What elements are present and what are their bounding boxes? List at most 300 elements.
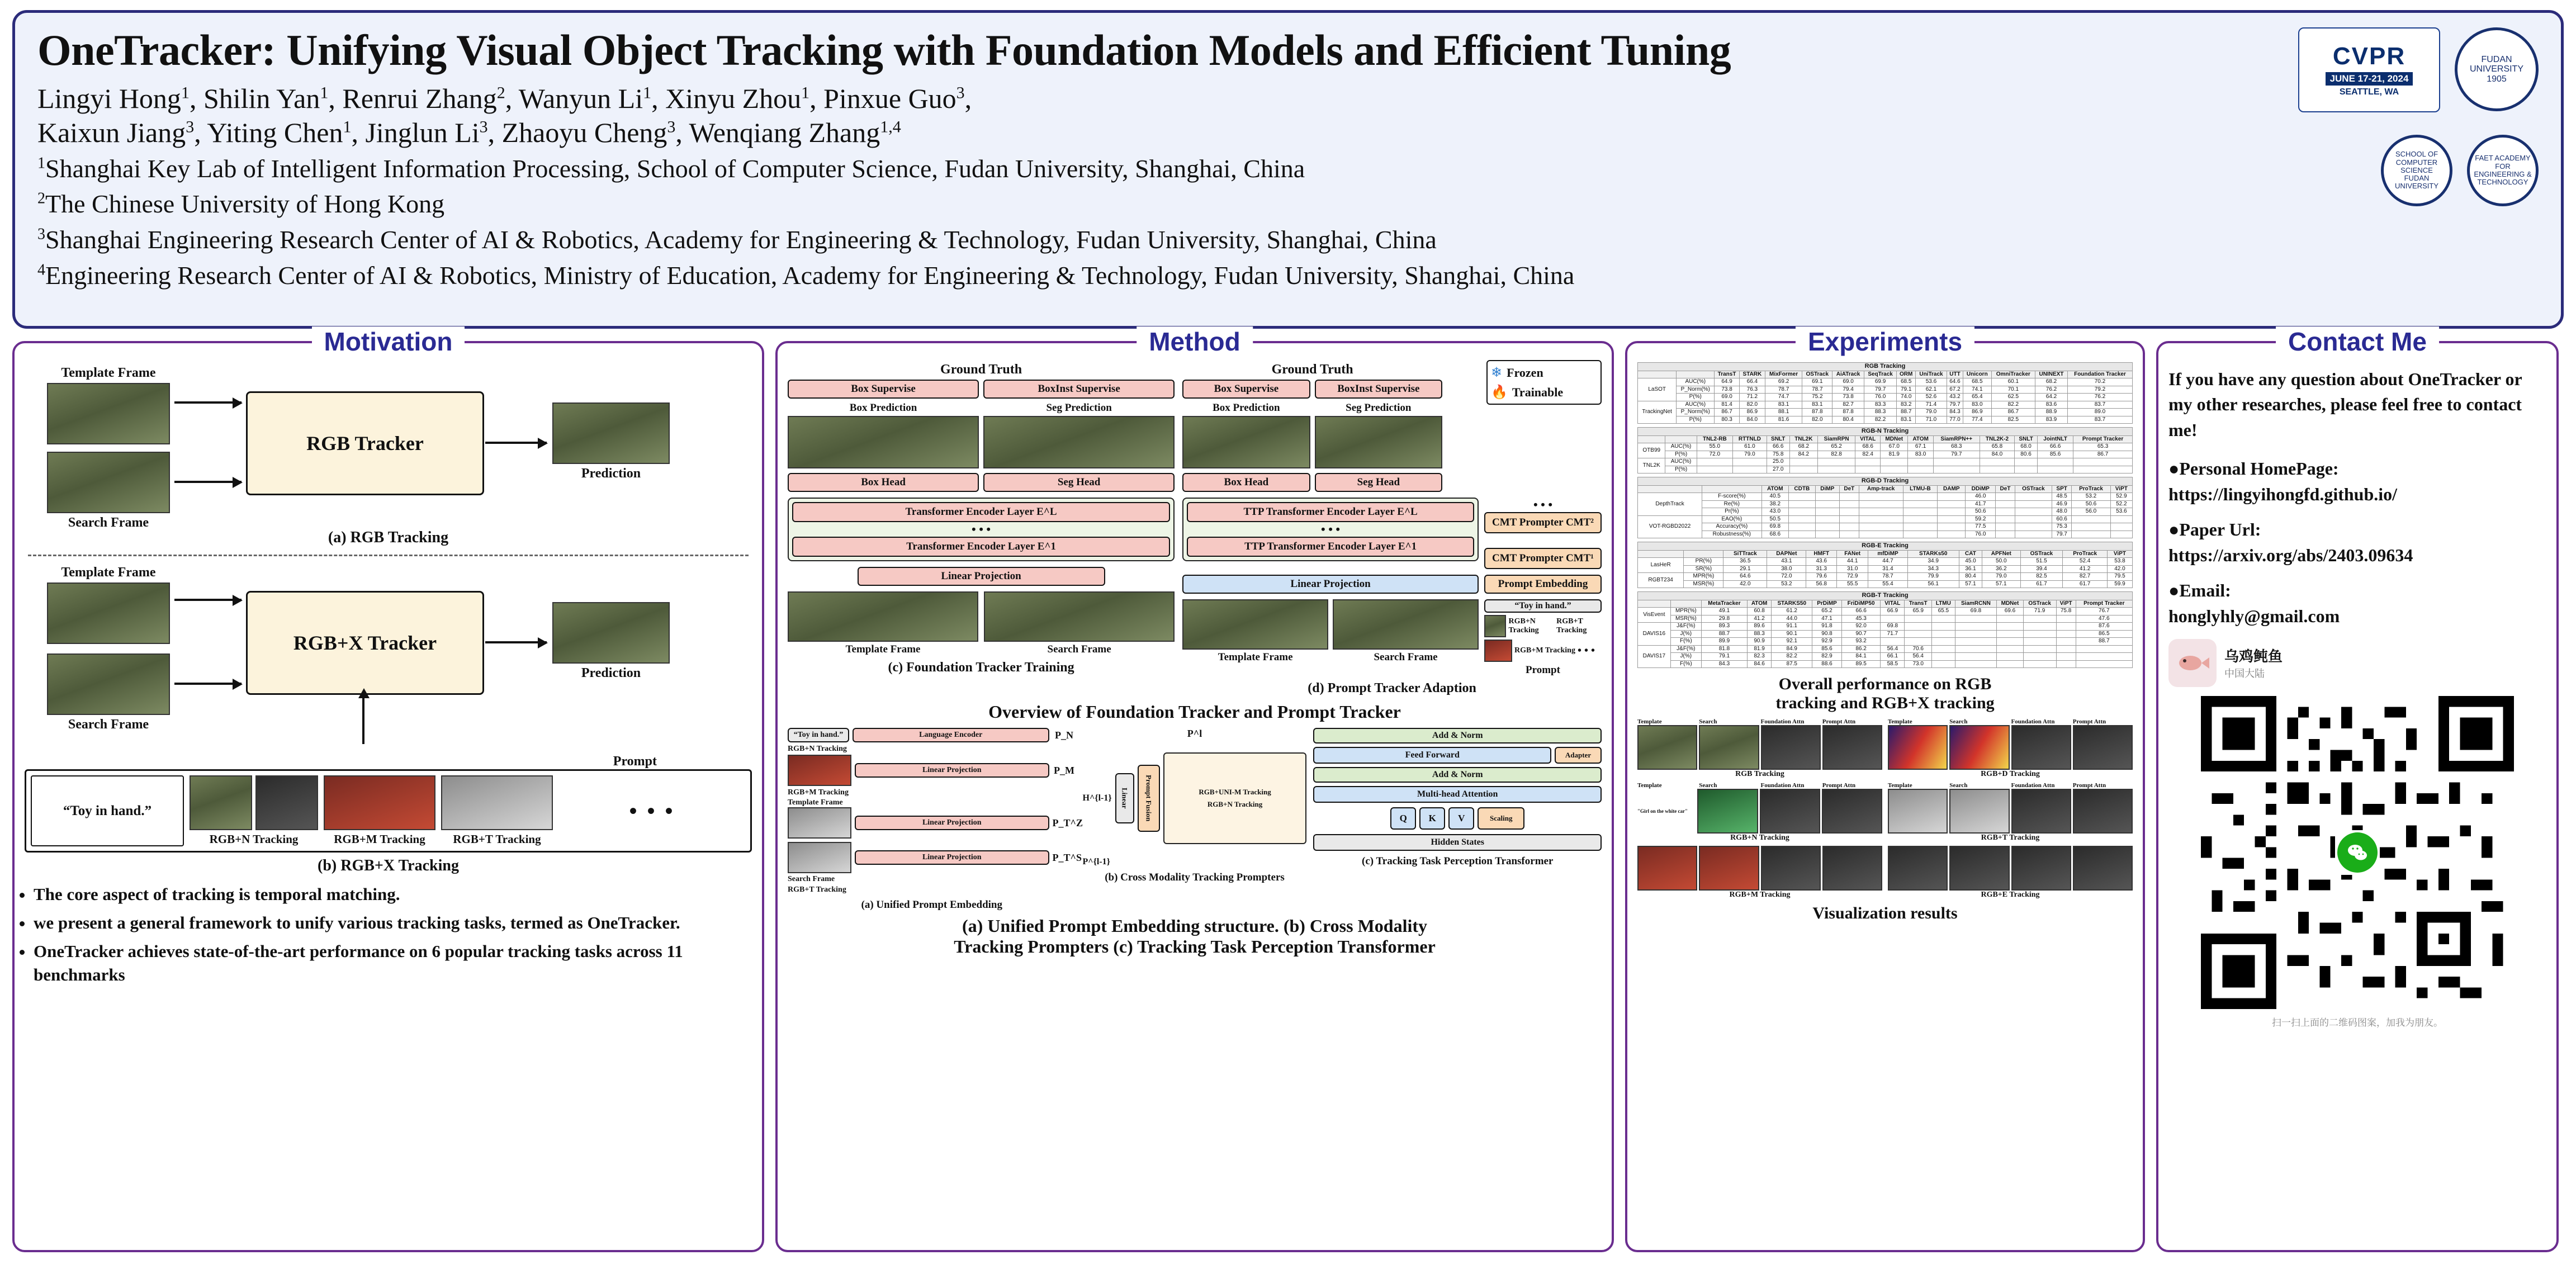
vis-label-prompt-attn: Prompt Attn — [1822, 782, 1856, 789]
cell: 79.9 — [1907, 573, 1959, 581]
box-head-d: Box Head — [1182, 473, 1310, 492]
prompt-label-d: Prompt — [1526, 664, 1560, 676]
cell: 65.2 — [1817, 443, 1855, 451]
row-dataset-visevent: VisEvent — [1638, 608, 1671, 623]
cell: 38.0 — [1767, 565, 1806, 573]
cell — [1932, 623, 1955, 631]
cell: 79.7 — [1933, 451, 1980, 458]
cell: 68.6 — [1855, 443, 1881, 451]
prompt-fusion-box: Prompt Fusion — [1138, 765, 1160, 832]
vis-caption-rgbd: RGB+D Tracking — [1981, 770, 2040, 779]
cell: 65.2 — [1812, 608, 1841, 615]
rgb-tracking-caption: (a) RGB Tracking — [328, 529, 449, 546]
cell: 88.3 — [1747, 630, 1771, 638]
cell — [1903, 523, 1938, 531]
cell — [1815, 508, 1839, 516]
col — [1638, 600, 1671, 608]
cell: 29.8 — [1701, 615, 1747, 623]
motivation-bullet-1: • The core aspect of tracking is temporal matching. — [34, 883, 752, 907]
cell — [1789, 515, 1816, 523]
upe-row-t2 — [788, 842, 1082, 873]
vis-img — [1822, 846, 1882, 891]
seg-prediction-image-c — [983, 416, 1175, 468]
table-header-row — [1638, 600, 2133, 608]
prompt-ellipsis: • • • — [629, 798, 675, 823]
seg-prediction-image-d — [1315, 416, 1442, 468]
cell: 42.0 — [1723, 580, 1767, 588]
author-line-1: Lingyi Hong$^1$, Shilin Yan$^1$, Renrui Zhang$^2$, Wanyun Li$^1$, Xinyu Zhou$^1$, Pinxue Guo$^3$, — [37, 82, 972, 114]
prompt-thumb-row-2 — [1484, 640, 1602, 662]
cell: 84.0 — [1980, 451, 2014, 458]
vis-label-prompt-attn: Prompt Attn — [2072, 782, 2106, 789]
cell: 64.6 — [1947, 378, 1963, 386]
p-lm1-label: P^{l-1} — [1082, 857, 1110, 866]
search-frame-label-b: Search Frame — [68, 717, 149, 732]
cell: 82.4 — [1855, 451, 1881, 458]
cell — [1859, 531, 1903, 538]
metric: F(%) — [1670, 660, 1701, 668]
cell: 75.8 — [2056, 608, 2076, 615]
supervise-row-d — [1182, 380, 1442, 399]
poster-columns — [12, 327, 2564, 1252]
cell: 76.2 — [2035, 386, 2068, 394]
cell — [2023, 623, 2056, 631]
cell — [1905, 623, 1932, 631]
fish-icon — [2175, 645, 2210, 681]
cell: 58.5 — [1881, 660, 1905, 668]
cell — [1815, 523, 1839, 531]
cell: 87.5 — [1772, 660, 1812, 668]
cmt-uni-modal-box — [1163, 752, 1307, 844]
col: Prompt Tracker — [2076, 600, 2132, 608]
cell: 69.0 — [1715, 394, 1740, 401]
boxinst-supervise-c: BoxInst Supervise — [983, 380, 1175, 399]
method-overview-caption: Overview of Foundation Tracker and Prompt Tracker — [988, 702, 1401, 722]
metric-pnorm: P_Norm(%) — [1677, 386, 1715, 394]
cell — [2076, 645, 2132, 653]
cell — [1997, 615, 2023, 623]
table-row — [1638, 493, 2133, 501]
paper-link[interactable]: https://arxiv.org/abs/2403.09634 — [2168, 544, 2413, 565]
linear-projection-c: Linear Projection — [858, 567, 1105, 586]
cell — [1996, 508, 2015, 516]
cell: 56.8 — [1806, 580, 1837, 588]
cell: 68.5 — [1963, 378, 1991, 386]
vis-img — [2073, 725, 2133, 770]
cell: 64.2 — [2035, 394, 2068, 401]
col: CAT — [1959, 550, 1982, 558]
vis-label-search: Search — [1699, 782, 1717, 789]
vis-caption-rgbm: RGB+M Tracking — [1729, 891, 1791, 899]
col: FriDiMP50 — [1841, 600, 1881, 608]
table-header-row — [1638, 435, 2133, 443]
cell — [1996, 531, 2015, 538]
cell: 60.8 — [1747, 608, 1771, 615]
cell: 82.2 — [1772, 653, 1812, 661]
vis-img — [1949, 846, 2009, 891]
contact-title: Contact Me — [2276, 326, 2439, 357]
col-blank-1 — [1638, 371, 1677, 378]
qr-center-logo — [2335, 830, 2380, 875]
vis-img — [2073, 789, 2133, 834]
cell: 76.3 — [1739, 386, 1765, 394]
cell: 59.2 — [1966, 515, 1996, 523]
cell: 64.6 — [1723, 573, 1767, 581]
cell — [1789, 458, 1817, 466]
vis-label-template: Template — [1637, 718, 1662, 726]
prompt-strip-label: Prompt — [613, 754, 657, 769]
cell: 88.9 — [2035, 409, 2068, 416]
email-address[interactable]: honglyhly@gmail.com — [2168, 605, 2340, 626]
col-stark: STARK — [1739, 371, 1765, 378]
col: MDNet — [1881, 435, 1908, 443]
cell: 83.2 — [1897, 401, 1916, 409]
results-table-rgbe — [1637, 542, 2133, 588]
cell: 31.4 — [1868, 565, 1907, 573]
cell — [1733, 458, 1767, 466]
metric: EAO(%) — [1702, 515, 1761, 523]
col: ViPT — [2056, 600, 2076, 608]
cell: 80.4 — [1832, 416, 1864, 424]
cell: 76.0 — [1966, 531, 1996, 538]
rgb-tracking-diagram — [25, 362, 752, 547]
row-dataset-rgbt234: RGBT234 — [1638, 573, 1684, 588]
upe-template-image — [788, 807, 851, 839]
cell: 79.0 — [1733, 451, 1767, 458]
prompt-item-rgbt — [441, 775, 553, 846]
contact-intro: If you have any question about OneTracker or my other researches, please feel free to contact me! — [2168, 369, 2522, 440]
metric: PR(%) — [1684, 558, 1723, 566]
cell: 60.1 — [1991, 378, 2035, 386]
paper-label: ●Paper Url: — [2168, 519, 2261, 540]
cell — [1903, 493, 1938, 501]
cell: 69.8 — [1881, 623, 1905, 631]
col: TNL2K-2 — [1980, 435, 2014, 443]
wechat-glyph-icon — [2345, 840, 2370, 865]
cell: 73.0 — [1905, 660, 1932, 668]
col: VITAL — [1855, 435, 1881, 443]
cell: 89.5 — [1841, 660, 1881, 668]
metric-pnorm-2: P_Norm(%) — [1677, 409, 1715, 416]
table-band-row — [1638, 477, 2133, 486]
cell: 43.0 — [1761, 508, 1789, 516]
cell: 65.9 — [1905, 608, 1932, 615]
cell: 82.2 — [1991, 401, 2035, 409]
vis-label-search: Search — [1949, 782, 1968, 789]
cell — [1955, 653, 1997, 661]
cross-modality-prompters — [1083, 728, 1307, 911]
cell — [2023, 660, 2056, 668]
cell: 34.9 — [1907, 558, 1959, 566]
col — [1684, 550, 1723, 558]
supervise-row-c — [788, 380, 1175, 399]
search-frame-image-d — [1333, 599, 1479, 650]
col: ViPT — [2110, 485, 2132, 493]
seg-prediction-group-c — [983, 402, 1175, 468]
school-cs-text: SCHOOL OF COMPUTER SCIENCE FUDAN UNIVERSITY — [2394, 150, 2438, 191]
cell — [2015, 508, 2052, 516]
metric: Accuracy(%) — [1702, 523, 1761, 531]
cell — [1932, 630, 1955, 638]
cell: 79.7 — [1947, 401, 1963, 409]
sub-a-caption: (a) Unified Prompt Embedding — [861, 899, 1002, 911]
vis-label-foundation-attn: Foundation Attn — [1760, 718, 1805, 726]
cell: 84.1 — [1841, 653, 1881, 661]
cell — [1938, 500, 1966, 508]
col-seqtrack: SeqTrack — [1864, 371, 1897, 378]
cell: 71.0 — [1915, 416, 1947, 424]
cell: 80.4 — [1959, 573, 1982, 581]
template-frame-group-b — [47, 565, 170, 644]
vis-img — [1822, 725, 1882, 770]
legend-box — [1486, 360, 1602, 405]
metric: AUC(%) — [1665, 458, 1697, 466]
vis-block-rgbd — [1888, 718, 2133, 779]
input-row-d — [1182, 599, 1602, 676]
cmt-inner-row — [1083, 740, 1307, 857]
ground-truth-label-c: Ground Truth — [940, 362, 1022, 377]
col: TNL2K — [1789, 435, 1817, 443]
cell: 66.1 — [1881, 653, 1905, 661]
vis-img — [1699, 846, 1759, 891]
cell: 90.8 — [1812, 630, 1841, 638]
cmt-stack — [1484, 498, 1602, 569]
cell: 48.0 — [2052, 508, 2071, 516]
add-norm-top: Add & Norm — [1313, 728, 1602, 744]
cell: 71.9 — [2023, 608, 2056, 615]
prompt-thumb-rgbn — [1484, 615, 1506, 637]
k-box: K — [1419, 807, 1445, 830]
sub-b-caption: (b) Cross Modality Tracking Prompters — [1105, 872, 1285, 883]
vis-labels-rgb — [1637, 718, 1882, 725]
method-top-row — [788, 362, 1602, 696]
cell: 82.5 — [2020, 573, 2063, 581]
cell — [1903, 500, 1938, 508]
motivation-title: Motivation — [312, 326, 465, 357]
cell — [1840, 531, 1859, 538]
ttp-transformer — [1313, 728, 1602, 911]
template-frame-image-d — [1182, 599, 1328, 650]
contact-panel — [2156, 327, 2559, 1252]
cell — [2015, 523, 2052, 531]
col — [1638, 485, 1702, 493]
cell: 83.9 — [2035, 416, 2068, 424]
cell — [1980, 458, 2014, 466]
multi-head-attention-box: Multi-head Attention — [1313, 786, 1602, 803]
cell: 43.2 — [1947, 394, 1963, 401]
vis-block-rgbn — [1637, 782, 1882, 842]
cell: 67.2 — [1947, 386, 1963, 394]
row-dataset-votrgbd: VOT-RGBD2022 — [1638, 515, 1702, 538]
vis-block-rgbe — [1888, 846, 2133, 899]
cell: 72.9 — [1836, 573, 1868, 581]
cell: 60.6 — [2052, 515, 2071, 523]
col — [1638, 435, 1665, 443]
cell: 69.2 — [1765, 378, 1802, 386]
cell — [1789, 493, 1816, 501]
cell: 53.2 — [2072, 493, 2110, 501]
metric: MSR(%) — [1670, 615, 1701, 623]
cell: 84.2 — [1789, 451, 1817, 458]
cell — [1908, 466, 1933, 473]
cell — [2023, 615, 2056, 623]
rgbx-tracking-caption: (b) RGB+X Tracking — [318, 857, 459, 874]
cell: 88.7 — [2076, 638, 2132, 646]
cell: 86.7 — [1715, 409, 1740, 416]
cell: 91.8 — [1812, 623, 1841, 631]
cell: 92.0 — [1841, 623, 1881, 631]
cell: 88.7 — [1897, 409, 1916, 416]
col: SiamRCNN — [1955, 600, 1997, 608]
col: SPT — [2052, 485, 2071, 493]
cmt-prompter-1: CMT Prompter CMT¹ — [1484, 548, 1602, 569]
cell — [2056, 630, 2076, 638]
prompt-item-rgbm — [324, 775, 435, 846]
table-row — [1638, 443, 2133, 451]
motivation-divider — [28, 555, 749, 556]
cell: 70.6 — [1905, 645, 1932, 653]
cell: 82.7 — [1832, 401, 1864, 409]
fudan-university-seal — [2455, 27, 2539, 111]
metric: MPR(%) — [1684, 573, 1723, 581]
faet-seal — [2467, 135, 2539, 206]
cell: 76.0 — [1864, 394, 1897, 401]
table-row — [1638, 580, 2133, 588]
col: FANet — [1836, 550, 1868, 558]
prompt-rgbn-img1 — [190, 775, 252, 830]
cell — [2076, 660, 2132, 668]
col — [1638, 550, 1684, 558]
vis-label-foundation-attn: Foundation Attn — [2011, 718, 2055, 726]
row-dataset-otb99: OTB99 — [1638, 443, 1665, 458]
table-row — [1638, 531, 2133, 538]
ground-truth-label-d: Ground Truth — [1271, 362, 1353, 377]
cell: 46.0 — [1966, 493, 1996, 501]
prompt-rgbm-label-d: RGB+M Tracking — [1514, 646, 1575, 655]
col: DAPNet — [1767, 550, 1806, 558]
col: HMFT — [1806, 550, 1837, 558]
vis-labels-rgbt — [1888, 782, 2133, 789]
add-norm-mid: Add & Norm — [1313, 767, 1602, 783]
upe-prompt-text: “Toy in hand.” — [788, 728, 849, 742]
cell — [1933, 466, 1980, 473]
experiments-panel — [1625, 327, 2145, 1252]
cell: 82.8 — [1817, 451, 1855, 458]
legend-trainable-label: Trainable — [1512, 385, 1564, 399]
prompt-strip-box — [25, 769, 752, 853]
cell — [2056, 660, 2076, 668]
cell — [1938, 493, 1966, 501]
rgbx-tracker-label: RGB+X Tracker — [293, 632, 437, 654]
cell: 92.9 — [1812, 638, 1841, 646]
cell: 76.2 — [2067, 394, 2132, 401]
cell: 72.0 — [1697, 451, 1732, 458]
col: STARKs50 — [1907, 550, 1959, 558]
table-row — [1638, 523, 2133, 531]
vis-labels-rgbn — [1637, 782, 1882, 789]
upe-rgbn-label: RGB+N Tracking — [788, 745, 847, 753]
cell: 69.0 — [1832, 378, 1864, 386]
table-row — [1638, 630, 2133, 638]
table-row — [1638, 409, 2133, 416]
cell: 36.1 — [1959, 565, 1982, 573]
cell — [1932, 645, 1955, 653]
cell — [1733, 466, 1767, 473]
upe-linear-projection-s: Linear Projection — [855, 850, 1049, 865]
col: DDiMP — [1966, 485, 1996, 493]
cell: 65.5 — [1932, 608, 1955, 615]
cell: 69.6 — [1997, 608, 2023, 615]
snowflake-icon: ❄ — [1491, 366, 1503, 380]
cell — [1859, 508, 1903, 516]
cmt-dots: • • • — [1533, 498, 1553, 512]
col: TNL2-RB — [1697, 435, 1732, 443]
prompt-thumb-row-1 — [1484, 615, 1602, 637]
cell: 84.0 — [1739, 416, 1765, 424]
vis-img — [1637, 725, 1697, 770]
box-prediction-group-c — [788, 402, 979, 468]
cell: 74.0 — [1897, 394, 1916, 401]
head-row-d — [1182, 473, 1442, 492]
cell — [1938, 531, 1966, 538]
prompt-rgbn-img2 — [255, 775, 318, 830]
cell — [2038, 466, 2073, 473]
cell: 79.1 — [1897, 386, 1916, 394]
wechat-qr-code[interactable] — [2201, 696, 2514, 1009]
col-mixformer: MixFormer — [1765, 371, 1802, 378]
affiliation-2: $^2$The Chinese University of Hong Kong — [37, 190, 445, 219]
wechat-avatar — [2168, 639, 2217, 687]
wechat-text-block — [2224, 645, 2283, 680]
template-frame-group-c — [788, 591, 978, 656]
cell: 86.9 — [1963, 409, 1991, 416]
col-uninext: UNINEXT — [2035, 371, 2068, 378]
adapter-box: Adapter — [1555, 747, 1602, 764]
table-band-row — [1638, 363, 2133, 371]
cell: 90.7 — [1841, 630, 1881, 638]
cell — [1905, 630, 1932, 638]
rgb-tracker-label: RGB Tracker — [306, 432, 424, 454]
cell — [1932, 653, 1955, 661]
cell: 55.0 — [1697, 443, 1732, 451]
cell: 81.6 — [1765, 416, 1802, 424]
homepage-link[interactable]: https://lingyihongfd.github.io/ — [2168, 484, 2398, 504]
col: SiamRPN — [1817, 435, 1855, 443]
cell: 83.1 — [1897, 416, 1916, 424]
cell: 79.7 — [1864, 386, 1897, 394]
table-row — [1638, 573, 2133, 581]
prediction-image-a — [552, 402, 670, 464]
cell — [1859, 523, 1903, 531]
cell — [1855, 466, 1881, 473]
cell: 31.0 — [1836, 565, 1868, 573]
cell: 68.5 — [1897, 378, 1916, 386]
cell: 74.1 — [1963, 386, 1991, 394]
cell: 68.2 — [2035, 378, 2068, 386]
template-frame-label-b: Template Frame — [61, 565, 156, 580]
vis-img — [2011, 725, 2071, 770]
faet-text: FAET ACADEMY FOR ENGINEERING & TECHNOLOGY — [2474, 154, 2532, 187]
cell: 79.5 — [2107, 573, 2132, 581]
col-unicorn: Unicorn — [1963, 371, 1991, 378]
vis-text-prompt: "Girl on the white car" — [1637, 808, 1688, 815]
cell: 52.4 — [2063, 558, 2108, 566]
method-bottom-caption-2: Tracking Prompters (c) Tracking Task Perception Transformer — [954, 936, 1436, 956]
cvpr-name: CVPR — [2332, 42, 2406, 70]
search-frame-group-a — [47, 452, 170, 531]
cell — [1997, 653, 2023, 661]
linear-projection-d: Linear Projection — [1182, 575, 1479, 594]
